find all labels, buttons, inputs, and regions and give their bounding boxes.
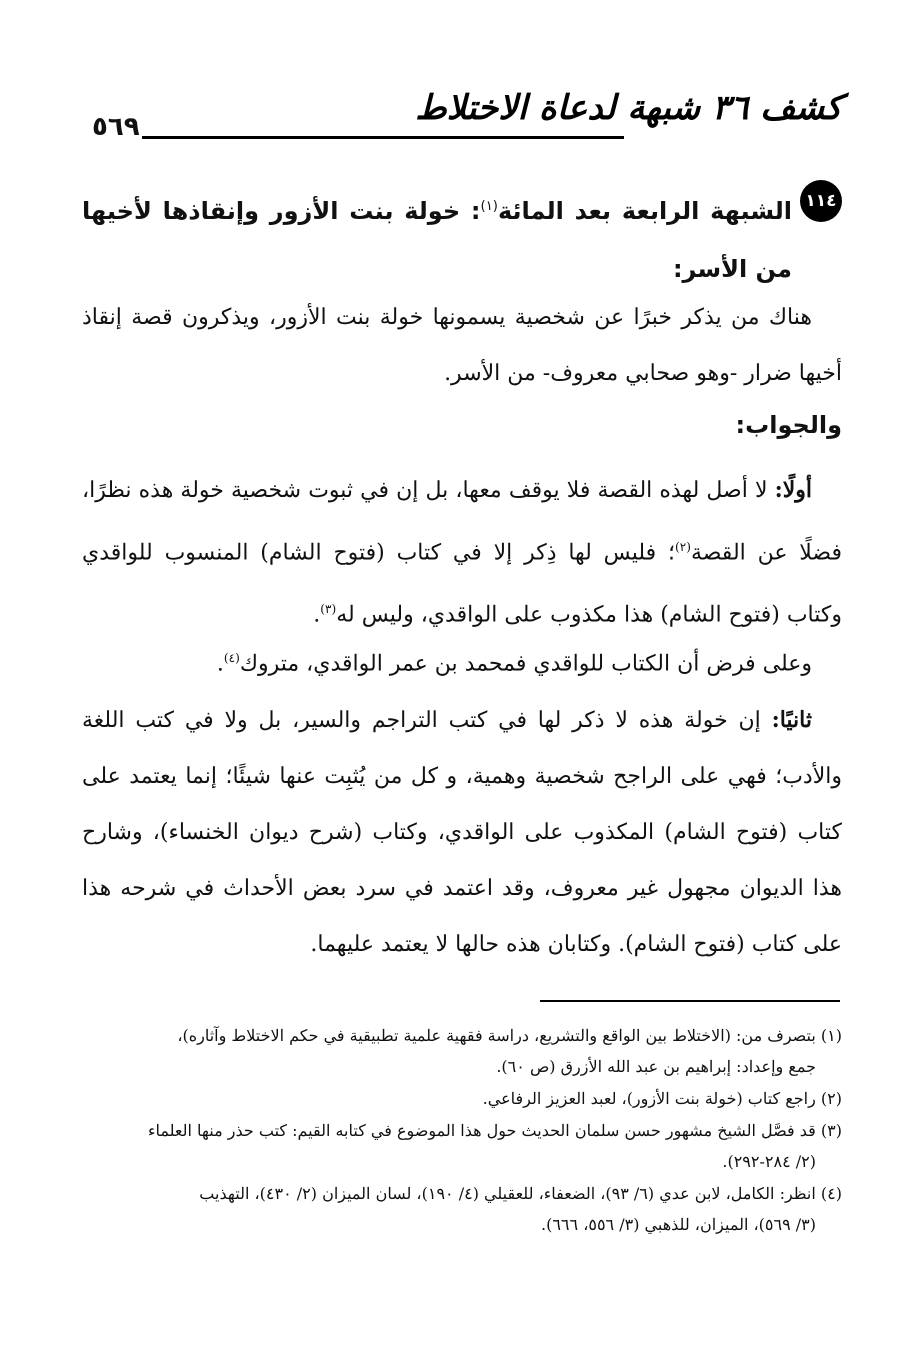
page-number: ٥٦٩: [92, 112, 140, 142]
footnote-separator: [540, 1000, 840, 1002]
first-point-text-b: ؛ فليس لها ذِكر إلا في كتاب (فتوح الشام) المنسوب للواقدي وكتاب (فتوح الشام) هذا مكذوب على الواقدي، وليس له: [82, 540, 842, 628]
first-point-label: أولًا:: [774, 477, 812, 503]
footnote-2-line-1: (٢) راجع كتاب (خولة بنت الأزور)، لعبد العزيز الرفاعي.: [482, 1089, 842, 1108]
footnote-ref-3: (٣): [320, 602, 337, 617]
footnote-4-line-1: (٤) انظر: الكامل، لابن عدي (٦/ ٩٣)، الضعفاء، للعقيلي (٤/ ١٩٠)، لسان الميزان (٢/ ٤٣٠)، التهذيب: [199, 1184, 842, 1203]
second-point-text: إن خولة هذه لا ذكر لها في كتب التراجم والسير، بل ولا في كتب اللغة والأدب؛ فهي على الراجح شخصية وهمية، و كل من يُثبِت عنها شيئًا؛ إنما يعتمد على كتاب (فتوح الشام) المكذوب على الواقدي، وكتاب (شرح ديوان الخنساء)، وشارح هذا الديوان مجهول غير معروف، وقد اعتمد في سرد بعض الأحداث في شرحه هذا على كتاب (فتوح الشام). وكتابان هذه حالها لا يعتمد عليهما.: [82, 708, 842, 957]
footnote-1-line-1: (١) بتصرف من: (الاختلاط بين الواقع والتشريع، دراسة فقهية علمية تطبيقية في حكم الاختلاط وآثاره)،: [177, 1026, 842, 1045]
question-title-main: الشبهة الرابعة بعد المائة: [497, 197, 792, 225]
footnote-ref-1: (١): [480, 199, 498, 214]
second-point-paragraph: [82, 692, 842, 973]
footnote-ref-2: (٢): [675, 540, 691, 554]
footnote-1: [82, 1020, 842, 1082]
waqidi-paragraph: [82, 630, 842, 692]
running-header-title: كشف ٣٦ شبهة لدعاة الاختلاط: [415, 88, 842, 128]
footnote-3-line-1: (٣) قد فصَّل الشيخ مشهور حسن سلمان الحديث حول هذا الموضوع في كتابه القيم: كتب حذر منها العلماء: [147, 1121, 842, 1140]
intro-paragraph: هناك من يذكر خبرًا عن شخصية يسمونها خولة بنت الأزور، ويذكرون قصة إنقاذ أخيها ضرار -وهو صحابي معروف- من الأسر.: [82, 305, 842, 386]
footnotes: [82, 1020, 842, 1241]
footnote-3: [82, 1115, 842, 1177]
waqidi-text: وعلى فرض أن الكتاب للواقدي فمحمد بن عمر الواقدي، متروك: [239, 651, 812, 677]
footnote-4-line-2: (٣/ ٥٦٩)، الميزان، للذهبي (٣/ ٥٥٦، ٦٦٦).: [541, 1215, 816, 1234]
first-point-paragraph: [82, 462, 842, 644]
first-point-text-a: لا أصل لهذه القصة فلا يوقف معها، بل إن في ثبوت شخصية خولة هذه نظرًا، فضلًا عن القصة: [82, 478, 842, 566]
question-number-badge: ١١٤: [800, 180, 842, 222]
footnote-ref-4: (٤): [223, 651, 240, 665]
footnote-3-line-2: (٢/ ٢٨٤-٢٩٢).: [722, 1152, 816, 1171]
header-rule: [142, 136, 624, 139]
waqidi-end: .: [216, 651, 224, 677]
footnote-1-line-2: جمع وإعداد: إبراهيم بن عبد الله الأزرق (ص ٦٠).: [496, 1057, 816, 1076]
footnote-2: [82, 1083, 842, 1114]
answer-heading: والجواب:: [735, 411, 842, 439]
question-title-rest: : خولة بنت الأزور وإنقاذها لأخيها من الأسر:: [82, 197, 792, 283]
footnote-4: [82, 1178, 842, 1240]
question-title: [82, 178, 792, 298]
first-point-text-c: .: [313, 602, 321, 628]
second-point-label: ثانيًا:: [771, 707, 812, 733]
